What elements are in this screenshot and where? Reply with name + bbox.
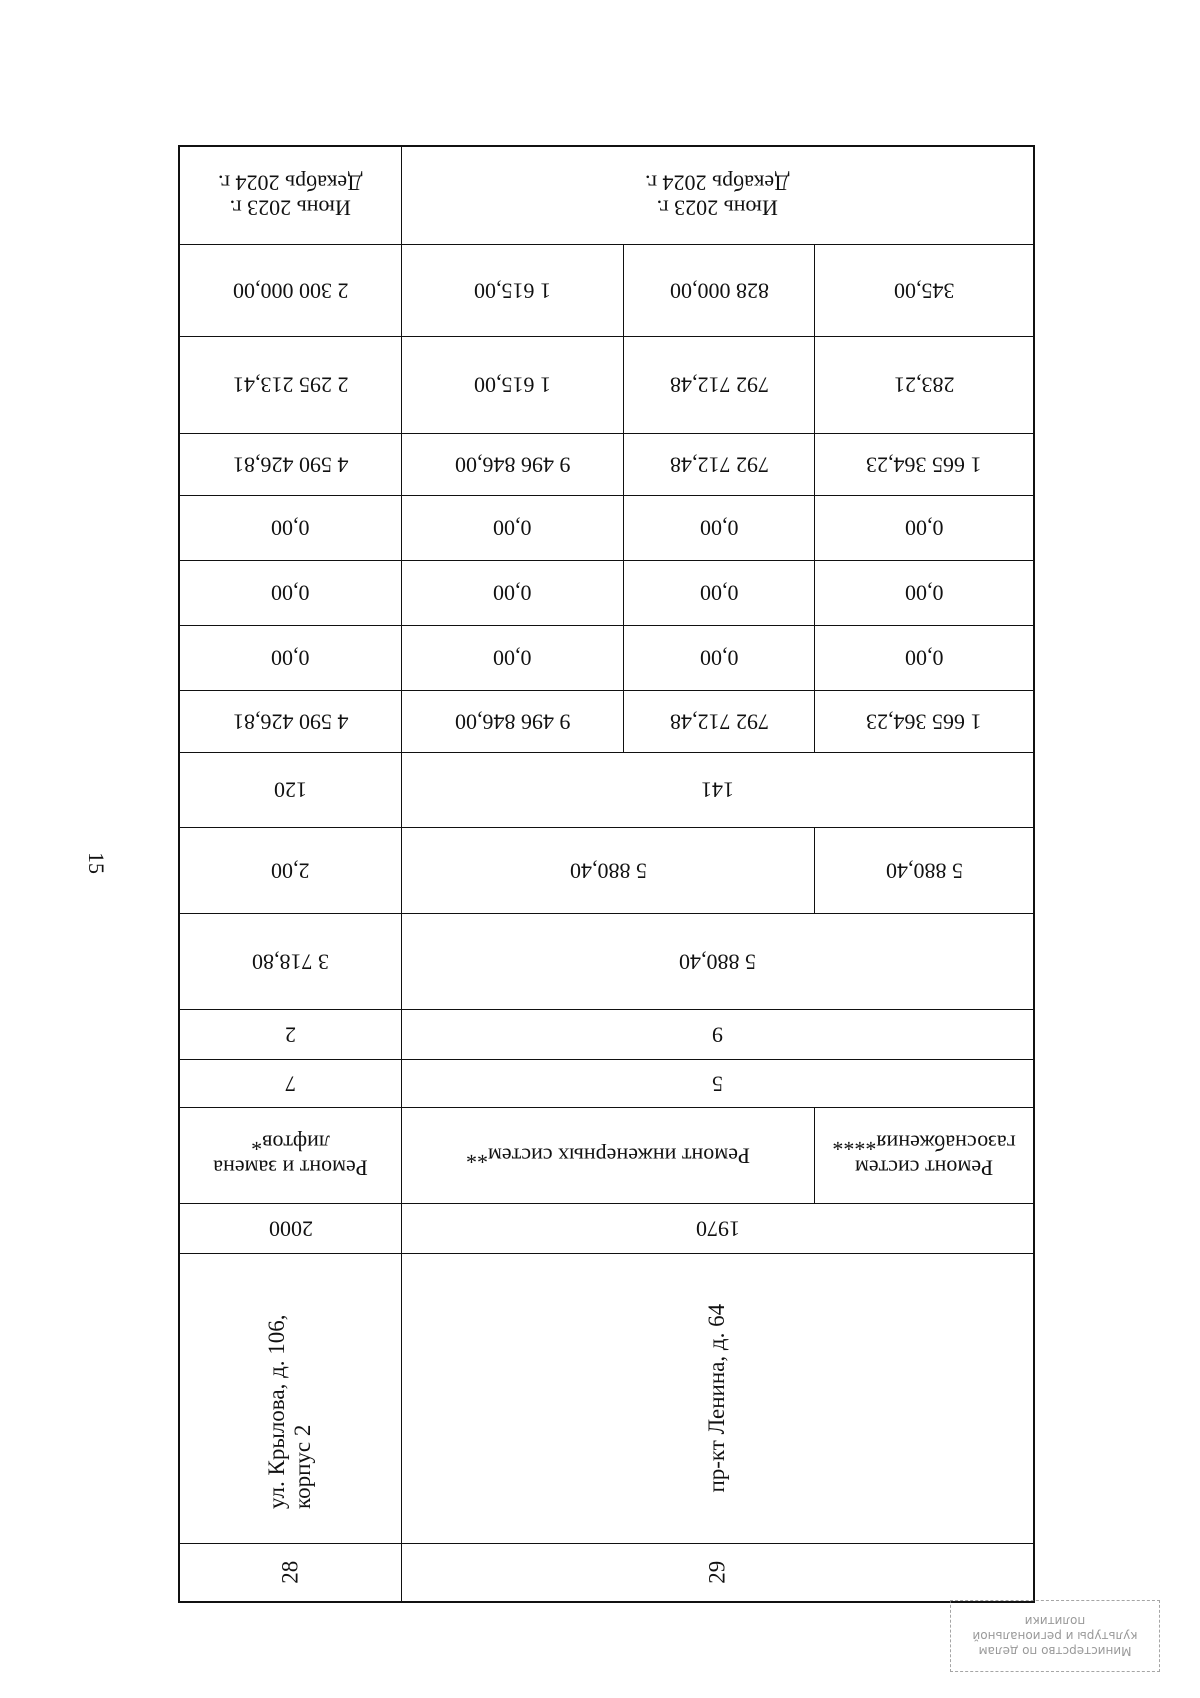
cell: ул. Крылова, д. 106, корпус 2 [180, 1254, 402, 1543]
cell: 0,00 [904, 515, 944, 541]
cell: 1 665 364,23 [866, 452, 982, 478]
cell: 792 712,48 [624, 337, 815, 433]
cell: 0,00 [180, 496, 402, 560]
table-row [180, 495, 1033, 560]
cell: 2 [180, 1010, 402, 1059]
cell: 828 000,00 [624, 245, 815, 336]
cell: 0,00 [180, 561, 402, 625]
table-row [180, 1009, 1033, 1059]
cell: 345,00 [893, 278, 955, 304]
page-number: 15 [84, 852, 109, 874]
cell: 5 880,40 [885, 858, 963, 884]
cell: 792 712,48 [624, 434, 815, 495]
table-row [180, 625, 1033, 690]
table-row [180, 336, 1033, 433]
cell: 1970 [695, 1216, 740, 1242]
cell: 29 [704, 1561, 730, 1584]
cell: 120 [180, 753, 402, 827]
cell: 5 [712, 1071, 723, 1097]
cell: Июнь 2023 г. Декабрь 2024 г. [645, 170, 790, 221]
table-row-works [180, 1107, 1033, 1203]
table-row [180, 913, 1033, 1009]
table-row [180, 560, 1033, 625]
cell: Ремонт и замена лифтов* [180, 1108, 402, 1203]
table-row-address [180, 1253, 1033, 1543]
cell: 28 [180, 1544, 402, 1601]
cell: 1 615,00 [402, 337, 624, 433]
cell: 2 300 000,00 [180, 245, 402, 336]
cell: 0,00 [402, 561, 624, 625]
cell: 7 [180, 1060, 402, 1107]
official-stamp: Министерство по делам культуры и региональной политики [950, 1600, 1160, 1672]
cell: 0,00 [624, 561, 815, 625]
cell: 3 718,80 [180, 914, 402, 1009]
table-row [180, 244, 1033, 336]
cell: пр-кт Ленина, д. 64 [704, 1304, 730, 1493]
table-row [180, 1543, 1033, 1601]
table-row [180, 433, 1033, 495]
cell: Ремонт инженерных систем** [402, 1108, 815, 1203]
cell: Июнь 2023 г. Декабрь 2024 г. [180, 147, 402, 244]
cell: 4 590 426,81 [180, 434, 402, 495]
table-row [180, 1203, 1033, 1253]
cell: Ремонт систем газоснабжения**** [832, 1130, 1016, 1181]
cell: 9 496 846,00 [402, 434, 624, 495]
cell: 1 615,00 [402, 245, 624, 336]
table-row-period [180, 147, 1033, 244]
table-row [180, 1059, 1033, 1107]
cell: 5 880,40 [679, 949, 756, 975]
cell: 792 712,48 [624, 691, 815, 752]
cell: 283,21 [893, 372, 955, 398]
cell: 1 665 364,23 [866, 709, 982, 735]
cell: 0,00 [402, 496, 624, 560]
cell: 141 [701, 777, 734, 803]
cell: 9 [712, 1022, 723, 1048]
cell: 0,00 [904, 580, 944, 606]
cell: 0,00 [904, 645, 944, 671]
document-table [178, 145, 1035, 1603]
cell: 5 880,40 [402, 828, 815, 913]
cell: 0,00 [624, 496, 815, 560]
table-row [180, 752, 1033, 827]
cell: 2 295 213,41 [180, 337, 402, 433]
cell: 2000 [180, 1204, 402, 1253]
cell: 4 590 426,81 [180, 691, 402, 752]
table-row [180, 690, 1033, 752]
cell: 2,00 [180, 828, 402, 913]
cell: 0,00 [624, 626, 815, 690]
table-row [180, 827, 1033, 913]
cell: 0,00 [180, 626, 402, 690]
cell: 9 496 846,00 [402, 691, 624, 752]
cell: 0,00 [402, 626, 624, 690]
